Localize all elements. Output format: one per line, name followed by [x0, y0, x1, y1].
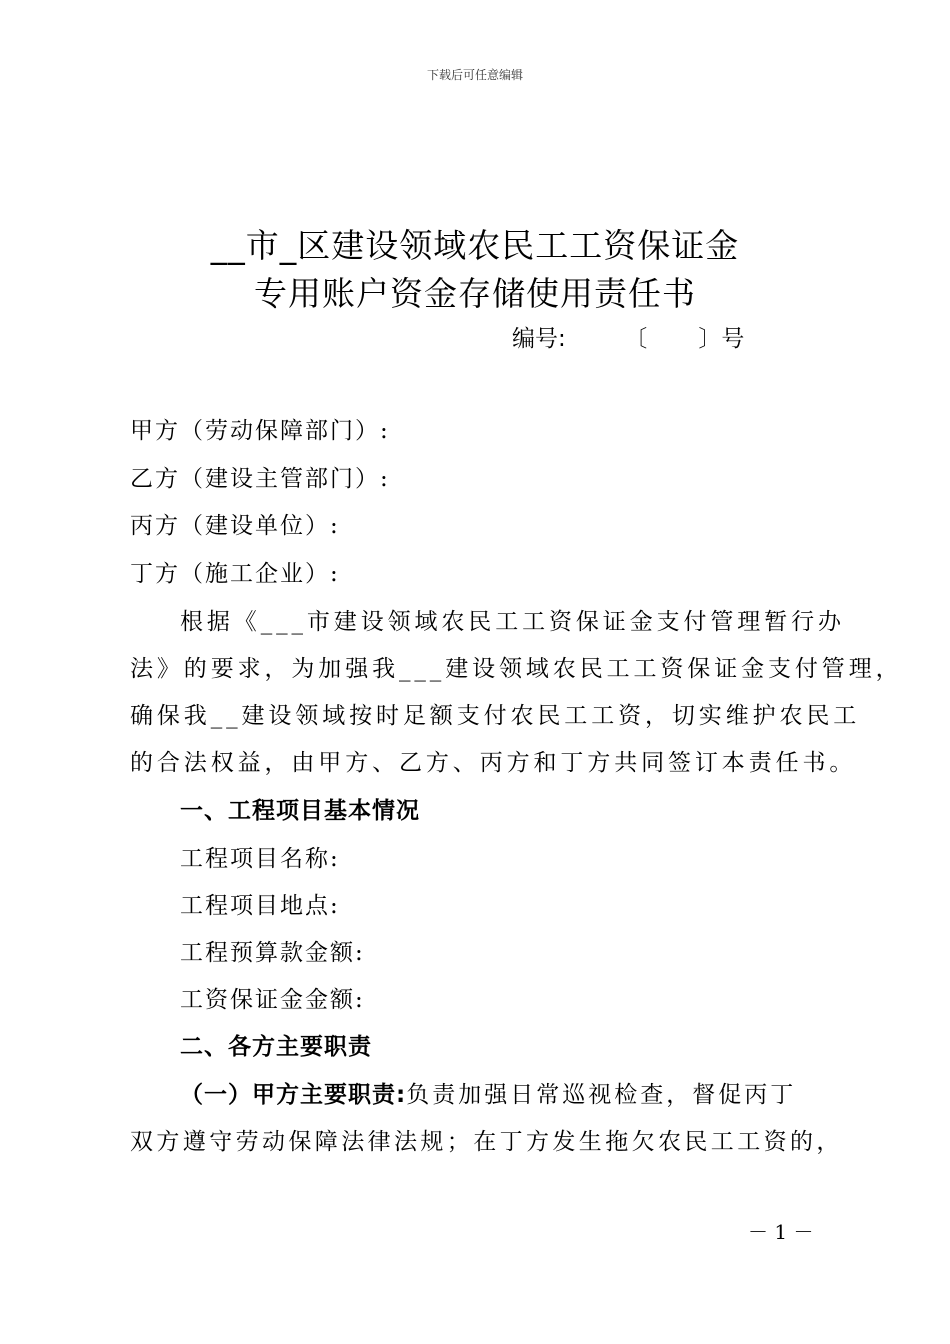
preamble-line-1: 根据《___市建设领域农民工工资保证金支付管理暂行办 — [180, 609, 845, 635]
section-2-sub-1-line-1 — [180, 1076, 796, 1109]
party-jia: 甲方（劳动保障部门）: — [130, 418, 390, 444]
guarantee-amount-label: 工资保证金金额: — [180, 987, 365, 1013]
document-title-line-2: 专用账户资金存储使用责任书 — [254, 274, 696, 313]
sub-1-text: 负责加强日常巡视检查，督促丙丁 — [406, 1082, 797, 1108]
section-1-heading: 一、工程项目基本情况 — [180, 798, 420, 824]
party-yi: 乙方（建设主管部门）: — [130, 466, 390, 492]
party-ding: 丁方（施工企业）: — [130, 561, 340, 587]
section-2-heading: 二、各方主要职责 — [180, 1034, 372, 1060]
budget-amount-label: 工程预算款金额: — [180, 940, 365, 966]
section-2-sub-1-line-2: 双方遵守劳动保障法律法规；在丁方发生拖欠农民工工资的， — [130, 1129, 843, 1155]
page-number: － 1 － — [748, 1220, 814, 1244]
sub-1-label: （一）甲方主要职责: — [180, 1082, 407, 1108]
party-bing: 丙方（建设单位）: — [130, 513, 340, 539]
preamble-line-3: 确保我__建设领域按时足额支付农民工工资，切实维护农民工 — [130, 703, 861, 729]
preamble-line-2: 法》的要求，为加强我___建设领域农民工工资保证金支付管理， — [130, 656, 903, 682]
document-title-line-1: __市_区建设领域农民工工资保证金 — [210, 226, 740, 265]
header-note: 下载后可任意编辑 — [426, 68, 523, 82]
project-name-label: 工程项目名称: — [180, 846, 340, 872]
document-number: 编号: 〔 〕号 — [512, 326, 745, 352]
project-location-label: 工程项目地点: — [180, 893, 340, 919]
preamble-line-4: 的合法权益，由甲方、乙方、丙方和丁方共同签订本责任书。 — [130, 750, 857, 776]
